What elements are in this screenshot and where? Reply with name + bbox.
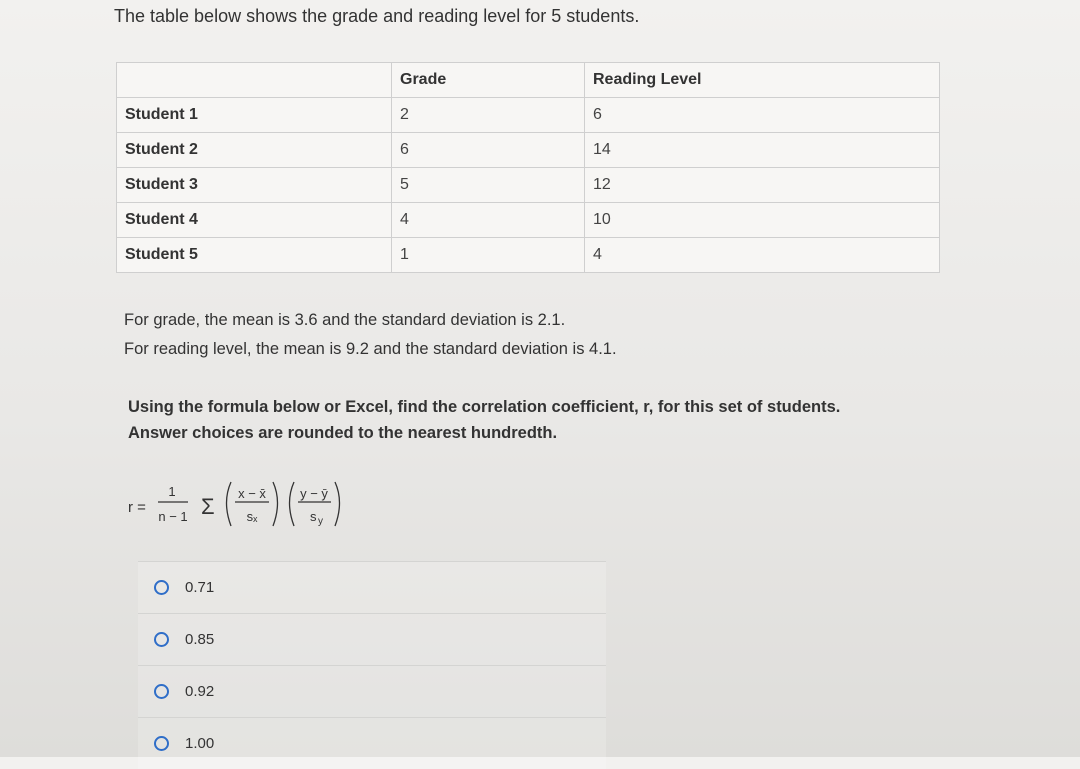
student-label: Student 4 <box>117 203 392 238</box>
radio-button-icon[interactable] <box>154 736 169 751</box>
answer-choice-label: 0.92 <box>185 683 215 700</box>
grade-cell: 1 <box>392 238 585 273</box>
answer-choices <box>138 561 606 769</box>
fraction-numerator: 1 <box>168 484 176 499</box>
grade-cell: 4 <box>392 203 585 238</box>
grade-cell: 5 <box>392 168 585 203</box>
radio-button-icon[interactable] <box>154 632 169 647</box>
student-label: Student 2 <box>117 133 392 168</box>
table-row <box>117 133 940 168</box>
header-reading-level: Reading Level <box>585 63 940 98</box>
radio-button-icon[interactable] <box>154 684 169 699</box>
table-row <box>117 203 940 238</box>
grade-cell: 2 <box>392 98 585 133</box>
statistics-block <box>124 306 617 364</box>
answer-choice-1[interactable] <box>138 561 606 613</box>
open-paren-y <box>290 482 295 526</box>
header-blank <box>117 63 392 98</box>
header-grade: Grade <box>392 63 585 98</box>
reading-cell: 14 <box>585 133 940 168</box>
grade-stats-line: For grade, the mean is 3.6 and the standard deviation is 2.1. <box>124 311 566 329</box>
answer-choice-4[interactable] <box>138 717 606 769</box>
intro-text: The table below shows the grade and reading level for 5 students. <box>114 6 640 26</box>
table-row <box>117 238 940 273</box>
y-numerator: y − ȳ <box>300 486 328 501</box>
answer-choice-3[interactable] <box>138 665 606 717</box>
question-prompt <box>128 394 840 446</box>
student-label: Student 5 <box>117 238 392 273</box>
reading-cell: 6 <box>585 98 940 133</box>
table-row <box>117 168 940 203</box>
question-line-2: Answer choices are rounded to the nearest hundredth. <box>128 424 558 442</box>
table-row <box>117 98 940 133</box>
reading-cell: 12 <box>585 168 940 203</box>
reading-cell: 4 <box>585 238 940 273</box>
answer-choice-label: 1.00 <box>185 735 215 752</box>
r-equals: r = <box>128 499 146 516</box>
y-denominator-subscript: y <box>318 516 323 527</box>
open-paren-x <box>227 482 232 526</box>
correlation-formula <box>128 476 368 546</box>
radio-button-icon[interactable] <box>154 580 169 595</box>
answer-choice-label: 0.85 <box>185 631 215 648</box>
close-paren-y <box>335 482 340 526</box>
x-numerator: x − x̄ <box>238 486 266 501</box>
x-denominator: sₓ <box>246 509 258 524</box>
fraction-denominator: n − 1 <box>158 509 188 524</box>
sigma-symbol: Σ <box>201 494 215 519</box>
data-table <box>116 62 940 273</box>
reading-cell: 10 <box>585 203 940 238</box>
grade-cell: 6 <box>392 133 585 168</box>
close-paren-x <box>273 482 278 526</box>
answer-choice-2[interactable] <box>138 613 606 665</box>
question-line-1: Using the formula below or Excel, find the correlation coefficient, r, for this set of students. <box>128 398 841 416</box>
student-label: Student 1 <box>117 98 392 133</box>
reading-stats-line: For reading level, the mean is 9.2 and the standard deviation is 4.1. <box>124 340 617 358</box>
answer-choice-label: 0.71 <box>185 579 215 596</box>
y-denominator: s <box>310 509 317 524</box>
table-header-row <box>117 63 940 98</box>
student-label: Student 3 <box>117 168 392 203</box>
